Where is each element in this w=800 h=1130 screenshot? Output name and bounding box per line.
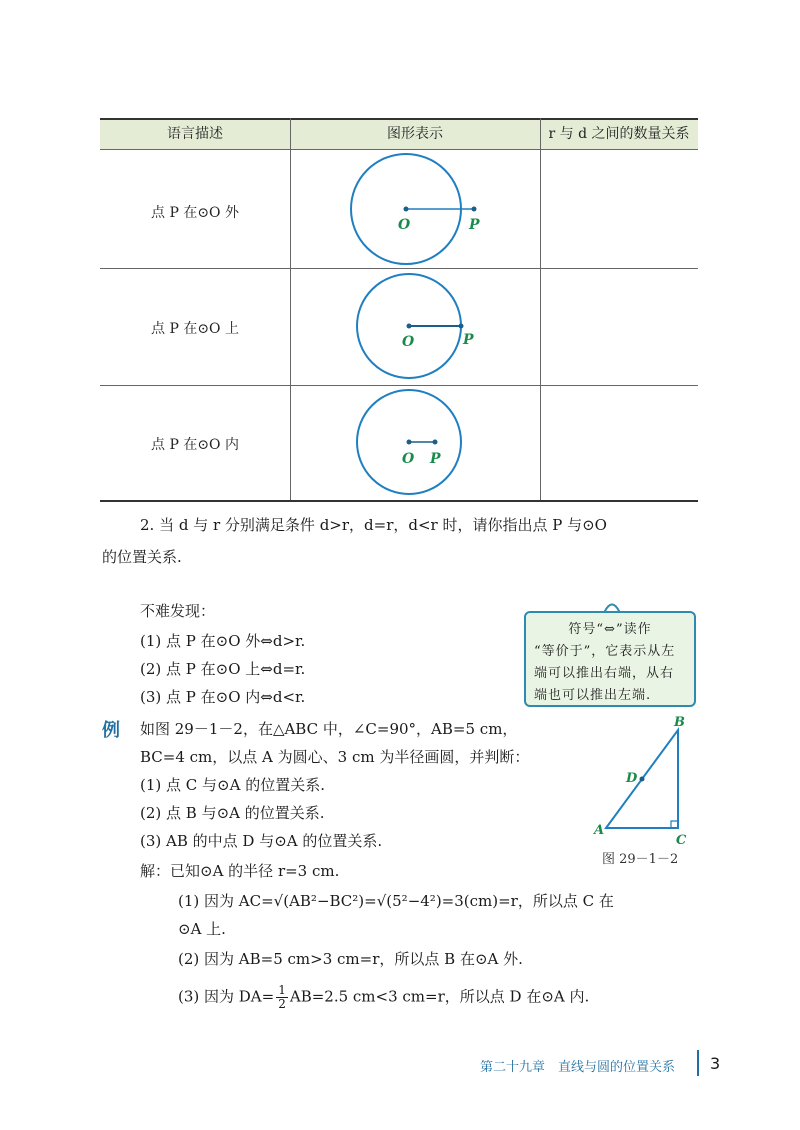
header-figure: 图形表示: [387, 126, 443, 142]
discovery-item-1: (1) 点 P 在⊙O 外⇔d>r.: [140, 632, 306, 650]
question-line-2: 的位置关系.: [102, 548, 182, 566]
tip-line-1: 符号“⇔”读作: [568, 622, 652, 637]
example-label: 例: [102, 720, 120, 741]
row-on-label: 点 P 在⊙O 上: [151, 321, 239, 337]
tip-line-3: 端可以推出右端，从右: [534, 666, 675, 681]
label-P-1: P: [469, 217, 480, 233]
solution-3-prefix: (3) 因为 DA=: [178, 987, 275, 1006]
question-line-1: 2. 当 d 与 r 分别满足条件 d>r，d=r，d<r 时，请你指出点 P 与⊙O: [140, 516, 607, 534]
example-line-1: 如图 29－1－2，在△ABC 中，∠C=90°，AB=5 cm，: [140, 720, 518, 738]
label-A: A: [594, 823, 605, 838]
label-P-3: P: [430, 451, 441, 467]
discovery-intro: 不难发现：: [140, 602, 216, 620]
example-line-2: BC=4 cm，以点 A 为圆心、3 cm 为半径画圆，并判断：: [140, 748, 530, 766]
figure-caption: 图 29－1－2: [602, 852, 679, 867]
tip-box: [524, 611, 696, 707]
label-O-2: O: [402, 334, 415, 350]
label-O-3: O: [402, 451, 415, 467]
label-D: D: [626, 771, 638, 786]
row-outside-label: 点 P 在⊙O 外: [151, 205, 239, 221]
label-B: B: [674, 715, 685, 730]
tip-line-4: 端也可以推出左端.: [534, 688, 652, 703]
fraction-half: [276, 984, 288, 1011]
page-number: 3: [710, 1054, 721, 1073]
solution-3: [178, 984, 589, 1011]
label-O-1: O: [398, 217, 411, 233]
figure-outside: [351, 154, 480, 264]
solution-1-line-2: ⊙A 上.: [178, 920, 226, 938]
solution-intro: 解：已知⊙A 的半径 r=3 cm.: [140, 862, 340, 880]
fraction-denominator: 2: [278, 997, 286, 1011]
label-C: C: [676, 833, 687, 848]
label-P-2: P: [463, 332, 474, 348]
figure-on-svg: [290, 268, 540, 385]
fraction-numerator: 1: [278, 983, 286, 997]
discovery-item-2: (2) 点 P 在⊙O 上⇔d=r.: [140, 660, 306, 678]
header-relation: r 与 d 之间的数量关系: [548, 126, 690, 142]
example-item-1: (1) 点 C 与⊙A 的位置关系.: [140, 776, 325, 794]
row-inside-label: 点 P 在⊙O 内: [151, 437, 239, 453]
chapter-footer: 第二十九章 直线与圆的位置关系: [480, 1060, 676, 1075]
solution-1-line-1: (1) 因为 AC=√(AB²−BC²)=√(5²−4²)=3(cm)=r，所以点 C 在: [178, 892, 614, 910]
example-item-2: (2) 点 B 与⊙A 的位置关系.: [140, 804, 325, 822]
footer-divider: [697, 1050, 699, 1076]
header-language: 语言描述: [167, 126, 223, 142]
relation-table: [100, 118, 698, 502]
figure-inside-svg: [290, 385, 540, 500]
solution-3-suffix: AB=2.5 cm<3 cm=r，所以点 D 在⊙A 内.: [289, 987, 590, 1006]
discovery-item-3: (3) 点 P 在⊙O 内⇔d<r.: [140, 688, 306, 706]
tip-line-2: “等价于”，它表示从左: [534, 644, 676, 659]
example-item-3: (3) AB 的中点 D 与⊙A 的位置关系.: [140, 832, 383, 850]
triangle-figure: [586, 710, 696, 870]
solution-2: (2) 因为 AB=5 cm>3 cm=r，所以点 B 在⊙A 外.: [178, 950, 523, 968]
